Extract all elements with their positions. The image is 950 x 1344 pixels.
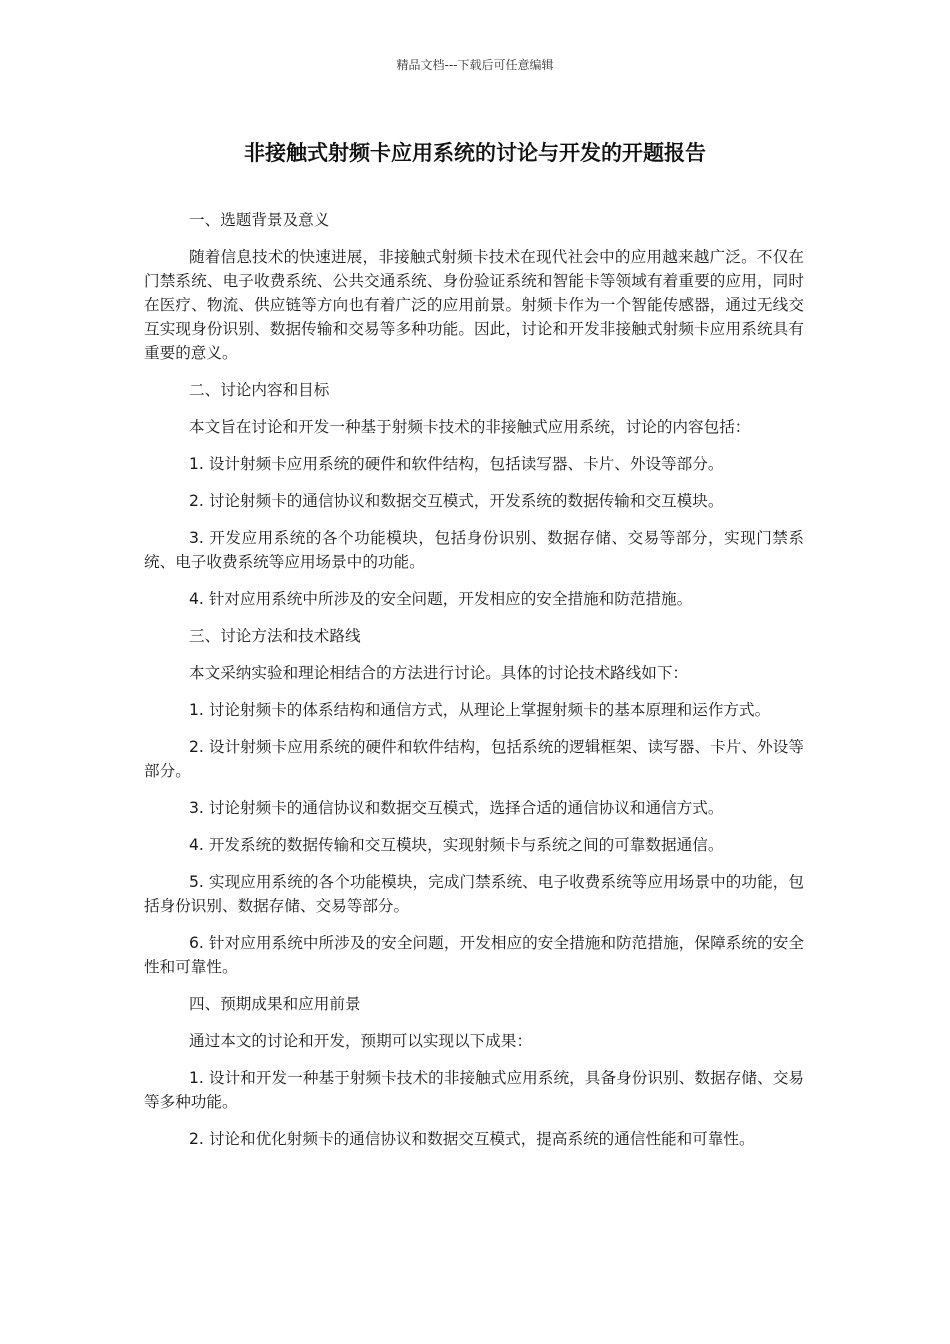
list-item: 5. 实现应用系统的各个功能模块，完成门禁系统、电子收费系统等应用场景中的功能，包括身份识别、数据存储、交易等部分。 — [144, 873, 804, 915]
document-body — [144, 208, 804, 1164]
document-title: 非接触式射频卡应用系统的讨论与开发的开题报告 — [244, 141, 706, 165]
paragraph: 随着信息技术的快速进展，非接触式射频卡技术在现代社会中的应用越来越广泛。不仅在门禁系统、电子收费系统、公共交通系统、身份验证系统和智能卡等领域有着重要的应用，同时在医疗、物流、供应链等方向也有着广泛的应用前景。射频卡作为一个智能传感器，通过无线交互实现身份识别、数据传输和交易等多种功能。因此，讨论和开发非接触式射频卡应用系统具有重要的意义。 — [144, 248, 804, 362]
list-item: 2. 讨论和优化射频卡的通信协议和数据交互模式，提高系统的通信性能和可靠性。 — [189, 1130, 755, 1148]
list-item: 4. 开发系统的数据传输和交互模块，实现射频卡与系统之间的可靠数据通信。 — [189, 836, 724, 854]
list-item: 2. 设计射频卡应用系统的硬件和软件结构，包括系统的逻辑框架、读写器、卡片、外设等部分。 — [144, 738, 804, 780]
list-item: 3. 开发应用系统的各个功能模块，包括身份识别、数据存储、交易等部分，实现门禁系统、电子收费系统等应用场景中的功能。 — [144, 529, 804, 571]
paragraph: 本文旨在讨论和开发一种基于射频卡技术的非接触式应用系统，讨论的内容包括： — [189, 418, 751, 436]
section-heading-content-goals: 二、讨论内容和目标 — [189, 381, 330, 399]
list-item: 6. 针对应用系统中所涉及的安全问题，开发相应的安全措施和防范措施，保障系统的安全性和可靠性。 — [144, 934, 804, 976]
section-heading-expected-results: 四、预期成果和应用前景 — [189, 995, 361, 1013]
list-item: 1. 设计射频卡应用系统的硬件和软件结构，包括读写器、卡片、外设等部分。 — [189, 455, 724, 473]
list-item: 1. 讨论射频卡的体系结构和通信方式，从理论上掌握射频卡的基本原理和运作方式。 — [189, 701, 771, 719]
section-heading-methods: 三、讨论方法和技术路线 — [189, 627, 361, 645]
section-heading-background: 一、选题背景及意义 — [189, 211, 330, 229]
header-note: 精品文档---下载后可任意编辑 — [396, 58, 554, 72]
paragraph: 本文采纳实验和理论相结合的方法进行讨论。具体的讨论技术路线如下： — [189, 664, 689, 682]
paragraph: 通过本文的讨论和开发，预期可以实现以下成果： — [189, 1032, 533, 1050]
list-item: 1. 设计和开发一种基于射频卡技术的非接触式应用系统，具备身份识别、数据存储、交易等多种功能。 — [144, 1069, 804, 1111]
list-item: 3. 讨论射频卡的通信协议和数据交互模式，选择合适的通信协议和通信方式。 — [189, 799, 724, 817]
list-item: 4. 针对应用系统中所涉及的安全问题，开发相应的安全措施和防范措施。 — [189, 590, 693, 608]
list-item: 2. 讨论射频卡的通信协议和数据交互模式，开发系统的数据传输和交互模块。 — [189, 492, 724, 510]
